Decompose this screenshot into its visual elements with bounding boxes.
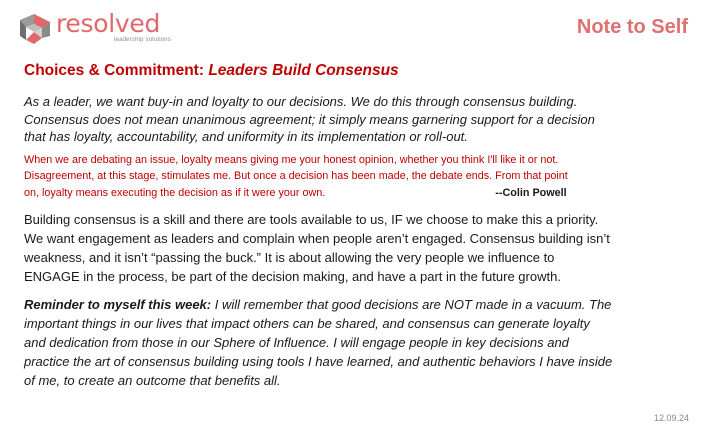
title-main: Choices & Commitment: — [24, 62, 209, 79]
logo — [18, 10, 178, 48]
reminder-paragraph — [24, 295, 694, 390]
logo-wordmark: resolved — [56, 9, 161, 38]
document-body — [24, 60, 694, 390]
intro-line: As a leader, we want buy-in and loyalty to our decisions. We do this through consensus building. — [24, 94, 578, 109]
body-line: We want engagement as leaders and complain when people aren’t engaged. Consensus building isn’t — [24, 231, 610, 246]
intro-paragraph — [24, 93, 694, 146]
quote-text: on, loyalty means executing the decision as if it were your own. — [24, 186, 326, 199]
note-to-self-label: Note to Self — [576, 16, 688, 38]
quote-line-last — [24, 185, 694, 202]
logo-tagline: leadership solutions — [114, 37, 172, 43]
reminder-line: important things in our lives that impact others can be shared, and consensus can generate loyalty — [24, 316, 590, 331]
reminder-text: I will remember that good decisions are NOT made in a vacuum. The — [211, 297, 612, 312]
quote-block — [24, 152, 694, 202]
header — [0, 0, 709, 56]
quote-attribution: --Colin Powell — [495, 186, 567, 199]
logo-mark-icon — [18, 12, 52, 46]
body-line: Building consensus is a skill and there are tools available to us, IF we choose to make this a priority. — [24, 212, 599, 227]
quote-line: Disagreement, at this stage, stimulates me. But once a decision has been made, the debate ends. From that point — [24, 170, 568, 182]
reminder-line: of me, to create an outcome that benefits all. — [24, 373, 281, 388]
intro-line: that has loyalty, accountability, and uniformity in its implementation or roll-out. — [24, 129, 468, 144]
reminder-lead: Reminder to myself this week: — [24, 297, 212, 312]
title-italic: Leaders Build Consensus — [208, 62, 399, 79]
quote-line: When we are debating an issue, loyalty means giving me your honest opinion, whether you think I'll like it or not. — [24, 153, 559, 166]
page-title — [24, 60, 694, 82]
body-line: ENGAGE in the process, be part of the decision making, and have a part in the future growth. — [24, 269, 561, 284]
body-paragraph — [24, 210, 694, 286]
reminder-line: practice the art of consensus building using tools I have learned, and authentic behaviors I have inside — [24, 354, 613, 369]
reminder-first-line — [24, 295, 694, 314]
reminder-line: and dedication from those in our Sphere of Influence. I will engage people in key decisions and — [24, 335, 569, 350]
body-line: weakness, and it isn’t “passing the buck.” It is about allowing the very people we influence to — [24, 250, 555, 265]
date-stamp: 12.09.24 — [653, 413, 689, 423]
intro-line: Consensus does not mean unanimous agreement; it simply means garnering support for a decision — [24, 111, 595, 127]
